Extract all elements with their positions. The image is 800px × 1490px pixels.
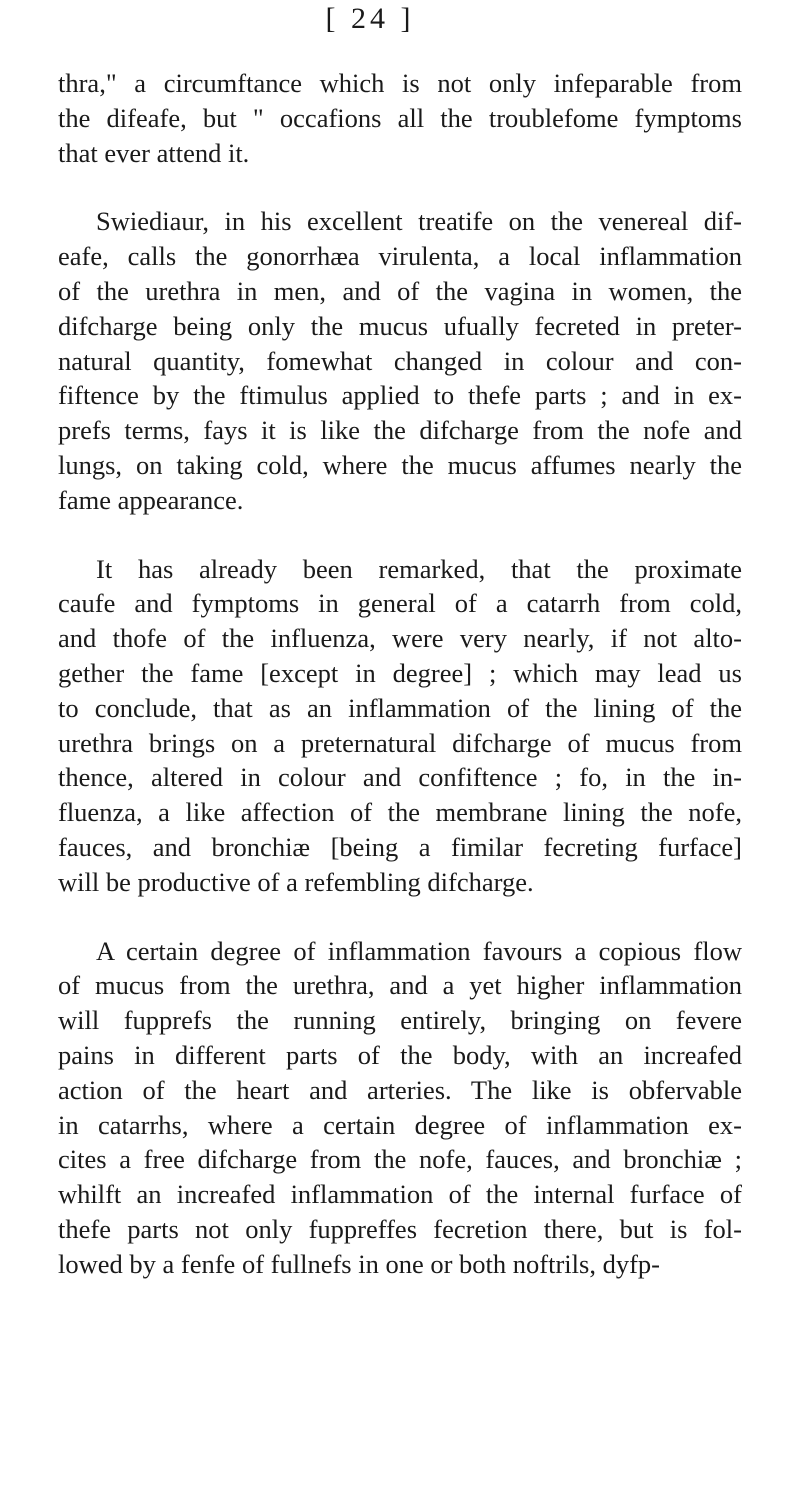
text-line: fiftence by the ftimulus applied to thefe parts ; and in ex- [58,380,742,411]
text-line: will fupprefs the running entirely, bringing on fevere [58,1005,742,1036]
text-line: fauces, and bronchiæ [being a fimilar fecreting furface] [58,831,742,862]
text-line: gether the fame [except in degree] ; which may lead us [58,657,742,688]
text-line: action of the heart and arteries. The like is obfervable [58,1074,742,1105]
text-line: whilft an increafed inflammation of the internal furface of [58,1179,742,1210]
text-line: thra," a circumftance which is not only infeparable from [58,68,742,98]
paragraph [58,552,742,900]
text-line: of mucus from the urethra, and a yet higher inflammation [58,970,742,1001]
text-line: thence, altered in colour and confiftence ; fo, in the in- [58,762,742,793]
text-line: will be productive of a refembling difcharge. [58,866,534,897]
text-line: urethra brings on a preternatural difcharge of mucus from [58,727,742,758]
text-line: and thofe of the influenza, were very nearly, if not alto- [58,623,742,654]
text-line: in catarrhs, where a certain degree of inflammation ex- [58,1109,742,1140]
paragraph [58,934,742,1282]
paragraph [58,204,742,517]
text-line: fame appearance. [58,484,244,515]
text-line: of the urethra in men, and of the vagina in women, the [58,275,742,306]
text-line: A certain degree of inflammation favours a copious flow [96,935,742,966]
text-line: cites a free difcharge from the nofe, fauces, and bronchiæ ; [58,1144,742,1175]
text-line: It has already been remarked, that the proximate [96,553,742,584]
text-line: eafe, calls the gonorrhæa virulenta, a local inflammation [58,241,742,272]
text-line: to conclude, that as an inflammation of the lining of the [58,692,742,723]
text-line: thefe parts not only fuppreffes fecretion there, but is fol- [58,1213,742,1244]
text-line: difcharge being only the mucus ufually fecreted in preter- [58,310,742,341]
paragraph [58,66,742,170]
text-line: fluenza, a like affection of the membrane lining the nofe, [58,797,742,828]
text-line: natural quantity, fomewhat changed in colour and con- [58,345,742,376]
text-line: the difeafe, but " occafions all the troublefome fymptoms [58,102,742,133]
text-line: lowed by a fenfe of fullnefs in one or both noftrils, dyfp- [58,1248,660,1279]
text-line: lungs, on taking cold, where the mucus affumes nearly the [58,449,742,480]
text-line: caufe and fymptoms in general of a catarrh from cold, [58,588,742,619]
text-line: that ever attend it. [58,137,250,168]
text-line: prefs terms, fays it is like the difcharge from the nofe and [58,415,742,446]
text-line: Swiediaur, in his excellent treatife on the venereal dif- [96,206,742,237]
body-text [58,66,742,1316]
page-number: [ 24 ] [325,2,415,35]
text-line: pains in different parts of the body, with an increafed [58,1039,742,1070]
